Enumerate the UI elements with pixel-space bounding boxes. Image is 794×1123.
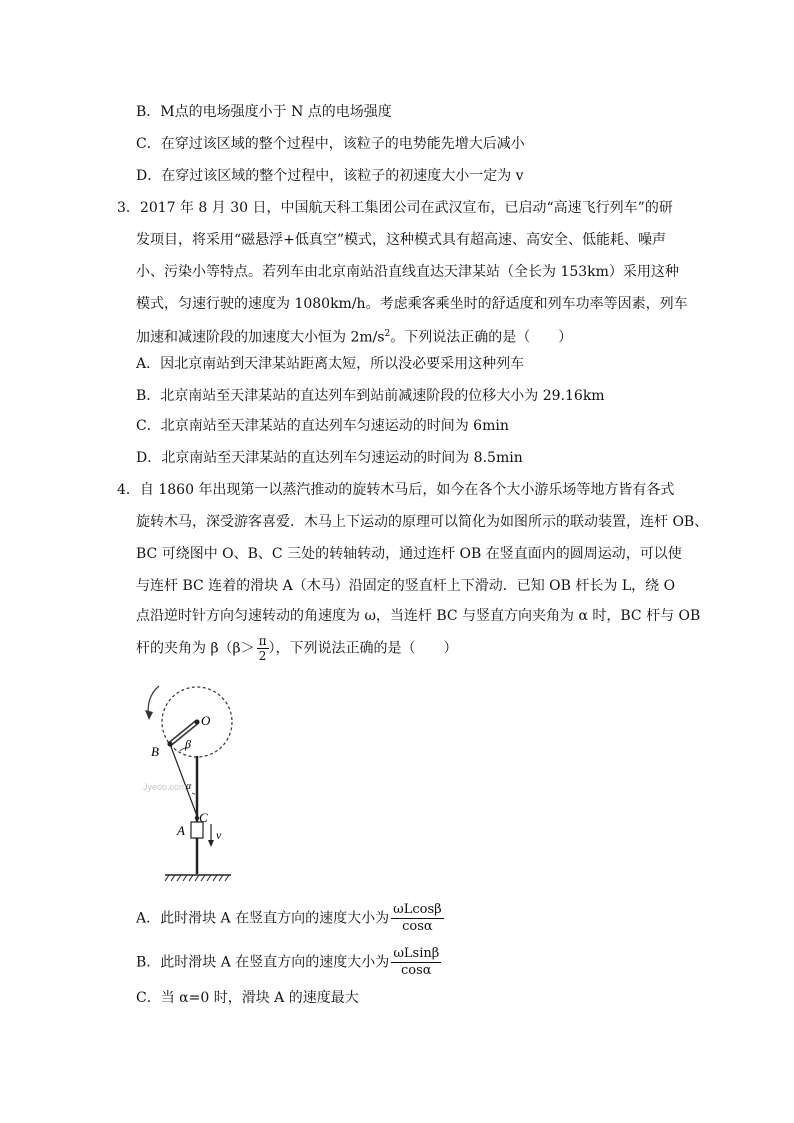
option-a-fraction xyxy=(391,902,444,935)
label-beta: β xyxy=(185,737,191,751)
q3-option-a: A．因北京南站到天津某站距离太短，所以没必要采用这种列车 xyxy=(136,356,525,372)
q4-option-a xyxy=(136,902,444,935)
rotation-arrow-head xyxy=(145,710,153,720)
q4-option-c: C．当 α=0 时，滑块 A 的速度最大 xyxy=(136,990,359,1006)
q3-stem-line-5a: 加速和减速阶段的加速度大小恒为 2m/s xyxy=(136,329,385,346)
q3-exponent: 2 xyxy=(384,329,391,339)
q3-stem-line-4: 模式，匀速行驶的速度为 1080km/h。考虑乘客乘坐时的舒适度和列车功率等因素，列车 xyxy=(136,296,688,312)
q4-stem-line-1: 4．自 1860 年出现第一以蒸汽推动的旋转木马后，如今在各个大小游乐场等地方皆有各式 xyxy=(117,482,675,498)
option-a-numerator: ωLcosβ xyxy=(393,902,442,917)
linkage-diagram xyxy=(135,676,245,886)
q4-stem-line-5: 点沿逆时针方向匀速转动的角速度为 ω，当连杆 BC 与竖直方向夹角为 α 时，BC 杆与 OB xyxy=(136,608,701,624)
pi-over-2-fraction xyxy=(257,634,269,663)
linkage-svg xyxy=(135,676,245,886)
q4-option-a-text: A．此时滑块 A 在竖直方向的速度大小为 xyxy=(136,910,390,927)
q3-option-c: C．北京南站至天津某站的直达列车匀速运动的时间为 6min xyxy=(136,418,509,434)
ground-hatching xyxy=(165,875,229,881)
q4-stem-line-6a: 杆的夹角为 β（β＞ xyxy=(136,640,255,657)
prev-option-c: C．在穿过该区域的整个过程中，该粒子的电势能先增大后减小 xyxy=(136,136,525,152)
fraction-denominator: 2 xyxy=(258,649,267,663)
q4-stem-line-3: BC 可绕图中 O、B、C 三处的转轴转动，通过连杆 OB 在竖直面内的圆周运动，可以使 xyxy=(136,546,682,562)
velocity-arrow-head xyxy=(208,840,214,847)
alpha-arc xyxy=(192,793,195,794)
option-b-numerator: ωLsinβ xyxy=(393,946,440,961)
q3-option-b: B．北京南站至天津某站的直达列车到站前减速阶段的位移大小为 29.16km xyxy=(136,388,605,404)
label-a: A xyxy=(177,823,185,838)
q4-option-b-text: B．此时滑块 A 在竖直方向的速度大小为 xyxy=(136,954,390,971)
q3-stem-line-5 xyxy=(136,324,572,348)
q3-stem-line-1: 3．2017 年 8 月 30 日，中国航天科工集团公司在武汉宣布，已启动“高速飞行列车”的研 xyxy=(117,200,673,216)
pivot-o xyxy=(195,720,200,725)
option-a-denominator: cosα xyxy=(402,919,433,934)
q4-stem-line-2: 旋转木马，深受游客喜爱．木马上下运动的原理可以简化为如图所示的联动装置，连杆 OB、 xyxy=(136,514,709,530)
q3-stem-line-5b: 。下列说法正确的是（ ） xyxy=(390,329,573,346)
label-v: v xyxy=(216,828,222,842)
watermark: Jyeoo.com xyxy=(143,782,187,792)
prev-option-b: B．M点的电场强度小于 N 点的电场强度 xyxy=(136,104,392,120)
q3-stem-line-3: 小、污染小等特点。若列车由北京南站沿直线直达天津某站（全长为 153km）采用这种 xyxy=(136,264,679,280)
q4-stem-line-4: 与连杆 BC 连着的滑块 A（木马）沿固定的竖直杆上下滑动．已知 OB 杆长为 L，绕 O xyxy=(136,578,676,594)
label-c: C xyxy=(199,810,208,825)
rod-ob-inner xyxy=(170,722,197,744)
q3-stem-line-2: 发项目，将采用“磁悬浮+低真空”模式，这种模式具有超高速、高安全、低能耗、噪声 xyxy=(136,232,667,248)
prev-option-d: D．在穿过该区域的整个过程中，该粒子的初速度大小一定为 v xyxy=(136,168,524,184)
option-b-fraction xyxy=(391,946,441,979)
label-alpha: α xyxy=(186,781,192,792)
option-b-denominator: cosα xyxy=(401,963,432,978)
label-o: O xyxy=(201,713,211,728)
fraction-numerator: π xyxy=(258,634,267,648)
label-b: B xyxy=(151,744,159,759)
q4-stem-line-6b: ），下列说法正确的是（ ） xyxy=(268,640,458,657)
q4-option-b xyxy=(136,946,441,979)
q4-stem-line-6 xyxy=(136,634,458,663)
q3-option-d: D．北京南站至天津某站的直达列车匀速运动的时间为 8.5min xyxy=(136,450,523,466)
